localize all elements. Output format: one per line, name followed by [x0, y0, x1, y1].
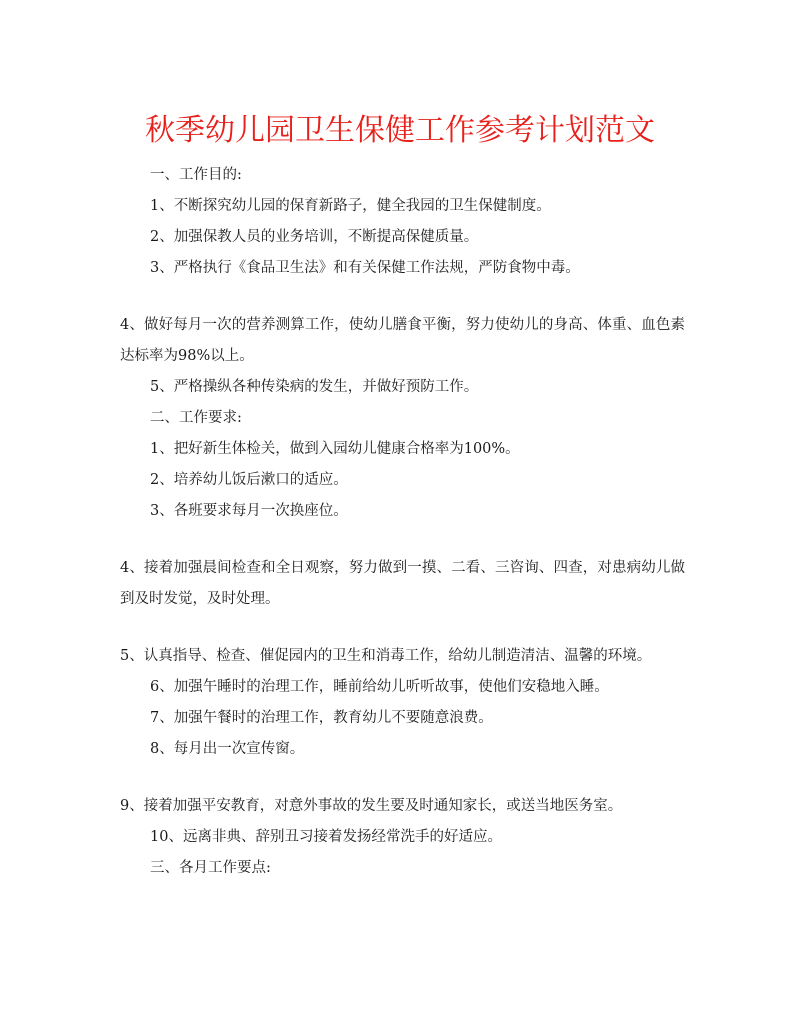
paragraph: 8、每月出一次宣传窗。: [150, 741, 305, 757]
paragraph: 4、做好每月一次的营养测算工作，使幼儿膳食平衡，努力使幼儿的身高、体重、血色素达标率为98%以上。: [120, 317, 685, 364]
paragraph: 5、严格操纵各种传染病的发生，并做好预防工作。: [150, 379, 479, 395]
paragraph: 7、加强午餐时的治理工作，教育幼儿不要随意浪费。: [150, 710, 493, 726]
paragraph: 二、工作要求:: [150, 410, 242, 426]
paragraph: 1、不断探究幼儿园的保育新路子，健全我园的卫生保健制度。: [150, 198, 551, 214]
document-body: [120, 160, 685, 884]
paragraph: 10、远离非典、辞别丑习接着发扬经常洗手的好适应。: [150, 829, 502, 845]
paragraph: 三、各月工作要点:: [150, 860, 271, 876]
paragraph: 4、接着加强晨间检查和全日观察，努力做到一摸、二看、三咨询、四查，对患病幼儿做到及时发觉，及时处理。: [120, 560, 685, 607]
paragraph: 3、各班要求每月一次换座位。: [150, 503, 348, 519]
paragraph: 9、接着加强平安教育，对意外事故的发生要及时通知家长，或送当地医务室。: [120, 798, 623, 814]
document-title: 秋季幼儿园卫生保健工作参考计划范文: [145, 113, 655, 148]
paragraph: 5、认真指导、检查、催促园内的卫生和消毒工作，给幼儿制造清洁、温馨的环境。: [120, 648, 652, 664]
paragraph: 1、把好新生体检关，做到入园幼儿健康合格率为100%。: [150, 441, 520, 457]
paragraph: 6、加强午睡时的治理工作，睡前给幼儿听听故事，使他们安稳地入睡。: [150, 679, 609, 695]
paragraph: 2、加强保教人员的业务培训，不断提高保健质量。: [150, 229, 479, 245]
paragraph: 一、工作目的:: [150, 167, 242, 183]
paragraph: 3、严格执行《食品卫生法》和有关保健工作法规，严防食物中毒。: [150, 260, 580, 276]
paragraph: 2、培养幼儿饭后漱口的适应。: [150, 472, 348, 488]
